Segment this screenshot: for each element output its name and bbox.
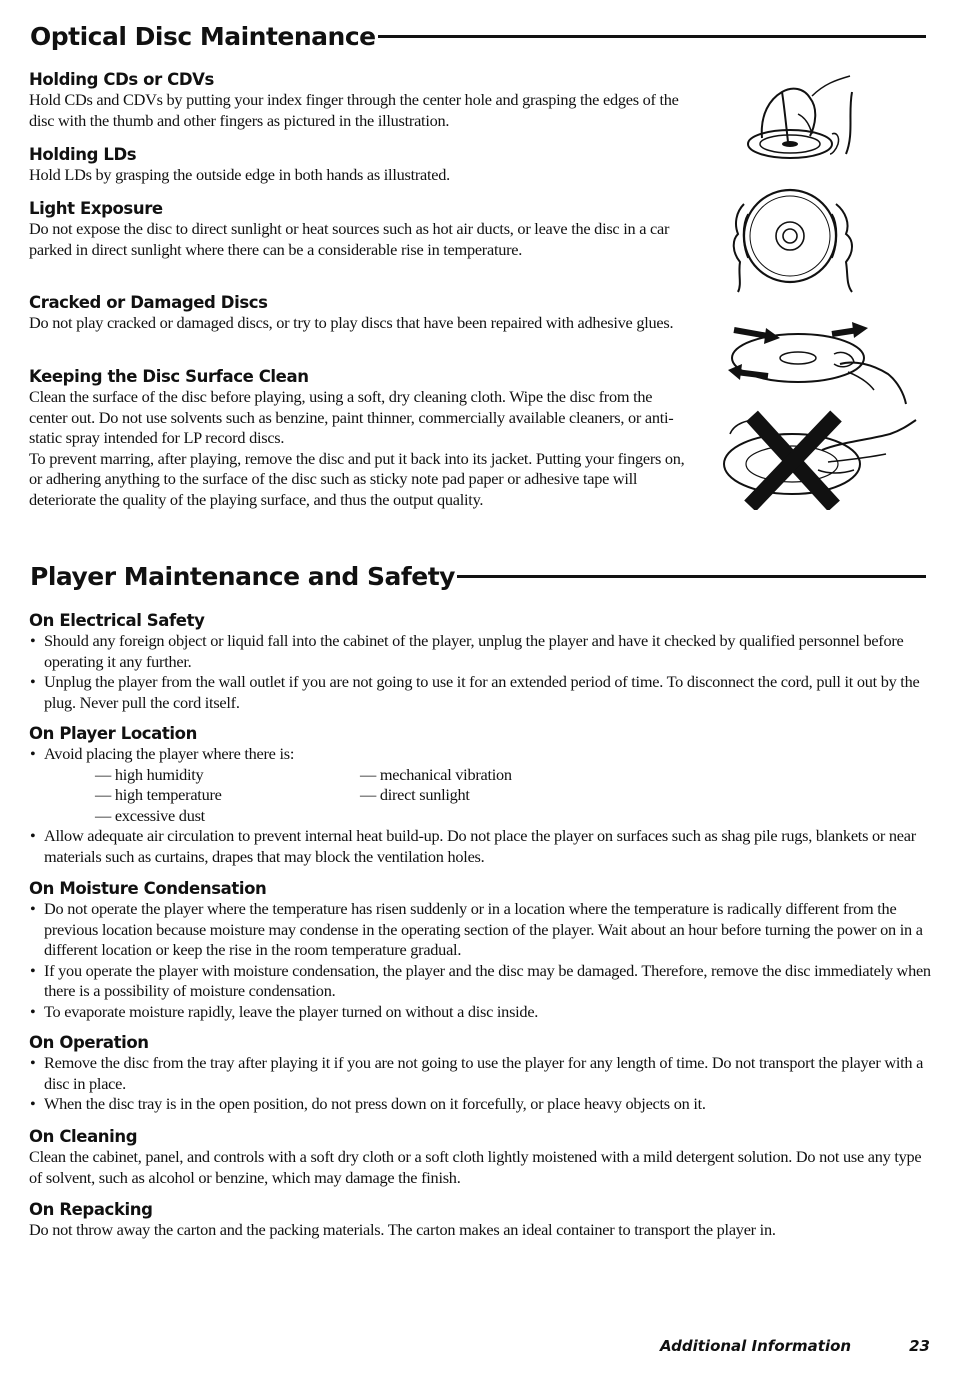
topic-text: Clean the cabinet, panel, and controls with a soft dry cloth or a soft cloth lightly moistened with a mild detergent solution. Do not use any type of solvent, such as alcohol or benzine, which may damage the finish. (29, 1147, 922, 1187)
topic-heading: On Player Location (29, 724, 197, 743)
topic-holding-lds (29, 145, 694, 186)
topic-text: Do not expose the disc to direct sunlight or heat sources such as hot air ducts, or leave the disc in a car parked in direct sunlight where there can be a considerable rise in temperature. (29, 219, 670, 259)
topic-text: Hold CDs and CDVs by putting your index finger through the center hole and grasping the edges of the disc with the thumb and other fingers as pictured in the illustration. (29, 90, 679, 130)
topic-cleaning (29, 1127, 934, 1188)
bullet-item: • If you operate the player with moisture condensation, the player and the disc may be damaged. Therefore, remove the disc immediately when there is a possibility of moisture condensation. (29, 961, 934, 1002)
topic-heading: On Moisture Condensation (29, 879, 267, 898)
topic-operation (29, 1033, 934, 1115)
section-title-optical-disc (30, 22, 926, 51)
bullet-item: • Should any foreign object or liquid fall into the cabinet of the player, unplug the player and have it checked by qualified personnel before operating it any further. (29, 631, 934, 672)
topic-heading: On Operation (29, 1033, 149, 1052)
topic-heading: On Electrical Safety (29, 611, 205, 630)
topic-cracked-discs (29, 293, 694, 334)
location-condition-list (29, 765, 934, 827)
section-title-text: Player Maintenance and Safety (30, 562, 455, 591)
condition-item: — high humidity (95, 764, 204, 784)
page-number: 23 (909, 1337, 930, 1355)
topic-disc-surface-clean (29, 367, 694, 510)
topic-text: Do not play cracked or damaged discs, or try to play discs that have been repaired with adhesive glues. (29, 313, 674, 332)
topic-repacking (29, 1200, 934, 1241)
topic-heading: Cracked or Damaged Discs (29, 293, 268, 312)
topic-text: Clean the surface of the disc before playing, using a soft, dry cleaning cloth. Wipe the disc from the center out. Do not use solvents such as benzine, paint thinner, commercially available cleaners, or anti-static spray intended for LP record discs. (29, 387, 674, 447)
topic-heading: Keeping the Disc Surface Clean (29, 367, 309, 386)
topic-heading: On Repacking (29, 1200, 153, 1219)
section-title-text: Optical Disc Maintenance (30, 22, 376, 51)
bullet-item: • Allow adequate air circulation to prevent internal heat build-up. Do not place the player on surfaces such as shag pile rugs, blankets or near materials such as curtains, drapes that may block the ventilation holes. (29, 826, 934, 867)
bullet-item: • Do not operate the player where the temperature has risen suddenly or in a location where the temperature is radically different from the previous location because moisture may condense in the operating section of the player. Wait about an hour before turning the power on in a different location or keep the rise in the room temperature gradual. (29, 899, 934, 961)
section-title-player-maintenance (30, 562, 926, 591)
page-footer (660, 1337, 930, 1355)
topic-light-exposure (29, 199, 694, 260)
topic-player-location (29, 724, 934, 867)
topic-heading: Light Exposure (29, 199, 163, 218)
condition-item (360, 806, 590, 827)
condition-item: — excessive dust (95, 805, 205, 825)
condition-item: — mechanical vibration (360, 764, 512, 784)
bullet-item: • To evaporate moisture rapidly, leave the player turned on without a disc inside. (29, 1002, 934, 1023)
topic-text: Do not throw away the carton and the packing materials. The carton makes an ideal container to transport the player in. (29, 1220, 776, 1239)
topic-electrical-safety (29, 611, 934, 713)
title-rule (457, 575, 926, 578)
topic-heading: Holding LDs (29, 145, 137, 164)
bullet-item: • When the disc tray is in the open position, do not press down on it forcefully, or place heavy objects on it. (29, 1094, 934, 1115)
condition-item: — direct sunlight (360, 785, 470, 804)
topic-heading: On Cleaning (29, 1127, 138, 1146)
hand-holding-cd-icon (740, 74, 870, 170)
topic-holding-cds (29, 70, 694, 131)
bullet-item: • Avoid placing the player where there is: (29, 744, 934, 765)
bullet-item: • Remove the disc from the tray after playing it if you are not going to use the player for any length of time. Do not transport the player with a disc in place. (29, 1053, 934, 1094)
footer-section-name: Additional Information (660, 1337, 852, 1355)
hands-holding-ld-icon (728, 184, 868, 296)
wipe-disc-radial-icon (728, 320, 908, 412)
topic-heading: Holding CDs or CDVs (29, 70, 214, 89)
wipe-disc-circular-prohibited-icon (718, 410, 918, 510)
condition-item: — high temperature (95, 785, 222, 804)
topic-text: Hold LDs by grasping the outside edge in both hands as illustrated. (29, 165, 450, 184)
bullet-item: • Unplug the player from the wall outlet if you are not going to use it for an extended period of time. To disconnect the cord, pull it out by the plug. Never pull the cord itself. (29, 672, 934, 713)
title-rule (378, 35, 926, 38)
topic-text-2: To prevent marring, after playing, remove the disc and put it back into its jacket. Putting your fingers on, or adhering anything to the surface of the disc such as sticky note pad paper or adhesive tape will deteriorate the quality of the playing surface, and thus the output quality. (29, 448, 685, 509)
topic-moisture-condensation (29, 879, 934, 1022)
